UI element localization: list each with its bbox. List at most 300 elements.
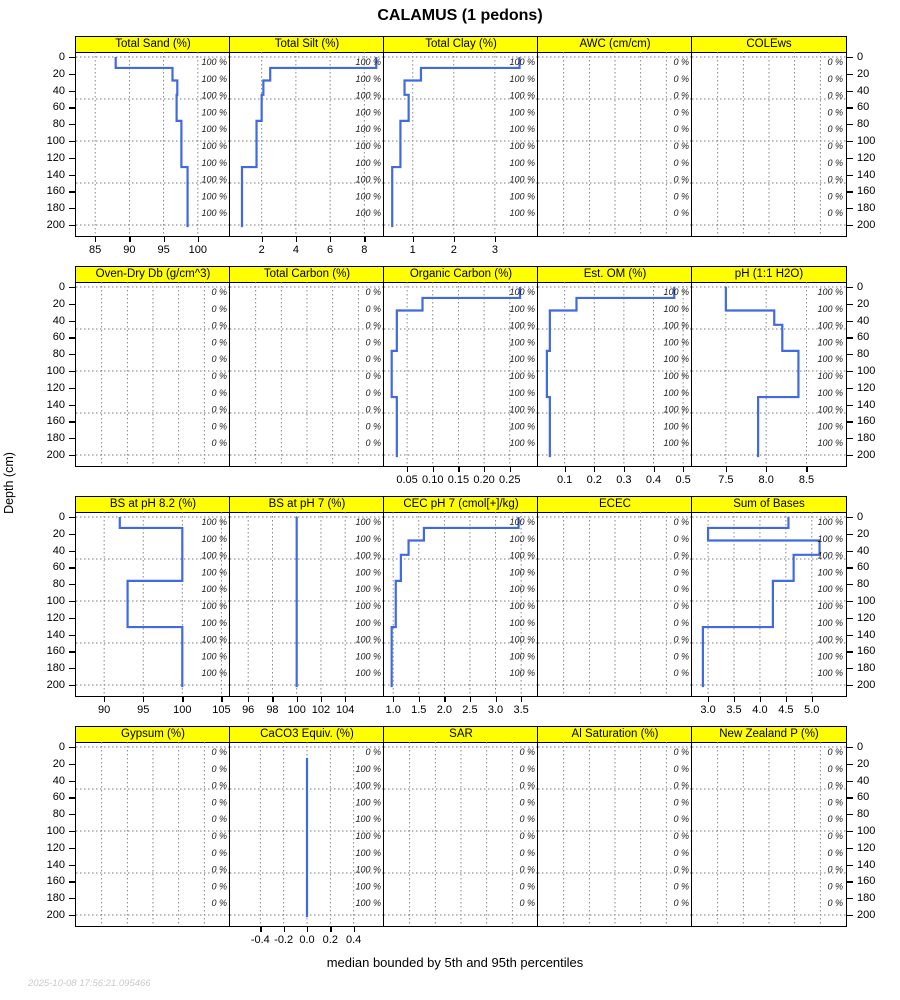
panel-plot-awc bbox=[538, 52, 692, 236]
slab-label: 100 % bbox=[355, 90, 381, 101]
x-tick bbox=[760, 697, 761, 702]
depth-tick-label-left: 100 bbox=[46, 135, 65, 147]
panel-plot-total-silt bbox=[230, 52, 384, 236]
depth-tick-right bbox=[847, 601, 853, 602]
slab-label: 0 % bbox=[519, 881, 535, 892]
depth-tick-right bbox=[847, 685, 853, 686]
slab-label: 100 % bbox=[509, 387, 535, 398]
depth-tick-left bbox=[69, 915, 75, 916]
slab-label: 100 % bbox=[817, 584, 843, 595]
depth-tick-label-right: 100 bbox=[857, 365, 876, 377]
panel-strip-bs-ph82: BS at pH 8.2 (%) bbox=[76, 497, 230, 513]
x-tick bbox=[129, 237, 130, 242]
slab-label: 0 % bbox=[827, 881, 843, 892]
x-tick-label: 105 bbox=[212, 704, 231, 716]
depth-tick-label-left: 120 bbox=[46, 841, 65, 854]
slab-label: 0 % bbox=[673, 533, 689, 544]
slab-label: 0 % bbox=[211, 371, 227, 382]
depth-tick-left bbox=[69, 865, 75, 866]
slab-label: 100 % bbox=[201, 668, 227, 679]
slab-label: 0 % bbox=[211, 387, 227, 398]
depth-tick-right bbox=[847, 814, 853, 815]
slab-label: 0 % bbox=[519, 780, 535, 791]
slab-label: 100 % bbox=[509, 584, 535, 595]
slab-label: 0 % bbox=[673, 550, 689, 561]
slab-label: 100 % bbox=[509, 141, 535, 152]
depth-tick-label-left: 100 bbox=[46, 825, 65, 837]
slab-label: 100 % bbox=[201, 57, 227, 68]
depth-tick-left bbox=[69, 764, 75, 765]
x-tick-label: 96 bbox=[242, 704, 255, 716]
x-tick-label: 90 bbox=[98, 704, 111, 716]
slab-label: 100 % bbox=[201, 617, 227, 628]
slab-label: 100 % bbox=[355, 141, 381, 152]
slab-label: 0 % bbox=[827, 797, 843, 808]
panel-plot-sum-of-bases bbox=[692, 512, 846, 696]
x-tick bbox=[496, 697, 497, 702]
depth-tick-left bbox=[69, 175, 75, 176]
slab-label: 100 % bbox=[663, 337, 689, 348]
x-tick bbox=[786, 697, 787, 702]
slab-label: 100 % bbox=[509, 668, 535, 679]
depth-tick-left bbox=[69, 898, 75, 899]
x-tick-label: 1.0 bbox=[385, 704, 401, 716]
slab-label: 0 % bbox=[365, 303, 381, 314]
slab-label: 0 % bbox=[519, 847, 535, 858]
slab-label: 0 % bbox=[673, 814, 689, 825]
depth-tick-label-left: 100 bbox=[46, 595, 65, 607]
panel-total-silt bbox=[229, 36, 385, 237]
slab-label: 0 % bbox=[673, 157, 689, 168]
slab-label: 100 % bbox=[663, 287, 689, 298]
slab-label: 100 % bbox=[355, 191, 381, 202]
depth-tick-left bbox=[69, 287, 75, 288]
depth-tick-label-left: 140 bbox=[46, 628, 65, 641]
slab-label: 100 % bbox=[817, 601, 843, 612]
slab-label: 100 % bbox=[817, 303, 843, 314]
panel-sar bbox=[383, 726, 539, 927]
slab-label: 0 % bbox=[211, 320, 227, 331]
slab-label: 0 % bbox=[673, 208, 689, 219]
slab-label: 100 % bbox=[355, 847, 381, 858]
slab-label: 0 % bbox=[673, 141, 689, 152]
x-tick bbox=[683, 467, 684, 472]
slab-label: 100 % bbox=[663, 320, 689, 331]
depth-tick-right bbox=[847, 371, 853, 372]
slab-label: 0 % bbox=[673, 763, 689, 774]
depth-tick-left bbox=[69, 74, 75, 75]
x-tick bbox=[419, 697, 420, 702]
depth-tick-label-right: 120 bbox=[857, 151, 876, 164]
panel-plot-oven-dry-db bbox=[76, 282, 230, 466]
depth-tick-label-left: 0 bbox=[58, 511, 65, 523]
x-tick bbox=[260, 927, 261, 932]
depth-tick-right bbox=[847, 668, 853, 669]
x-tick-label: 1.5 bbox=[411, 704, 427, 716]
x-tick-label: 0.3 bbox=[616, 474, 632, 486]
depth-tick-right bbox=[847, 405, 853, 406]
slab-label: 100 % bbox=[663, 354, 689, 365]
panel-sum-of-bases bbox=[691, 496, 847, 697]
depth-tick-label-left: 0 bbox=[58, 51, 65, 63]
x-tick-label: 4 bbox=[292, 244, 299, 256]
depth-tick-label-right: 40 bbox=[857, 84, 870, 97]
slab-label: 100 % bbox=[817, 287, 843, 298]
slab-label: 100 % bbox=[355, 124, 381, 135]
slab-label: 0 % bbox=[365, 337, 381, 348]
slab-label: 100 % bbox=[663, 303, 689, 314]
depth-tick-label-right: 180 bbox=[857, 432, 876, 445]
depth-tick-label-right: 140 bbox=[857, 858, 876, 871]
x-tick bbox=[654, 467, 655, 472]
slab-label: 100 % bbox=[201, 124, 227, 135]
slab-label: 100 % bbox=[509, 550, 535, 561]
depth-tick-right bbox=[847, 584, 853, 585]
x-tick bbox=[454, 237, 455, 242]
slab-label: 100 % bbox=[509, 438, 535, 449]
depth-tick-right bbox=[847, 764, 853, 765]
depth-tick-label-right: 40 bbox=[857, 774, 870, 787]
x-tick-label: 98 bbox=[266, 704, 279, 716]
slab-label: 0 % bbox=[365, 421, 381, 432]
slab-label: 100 % bbox=[817, 320, 843, 331]
slab-label: 0 % bbox=[673, 668, 689, 679]
panel-plot-total-clay bbox=[384, 52, 538, 236]
depth-tick-left bbox=[69, 304, 75, 305]
slab-label: 0 % bbox=[365, 747, 381, 758]
depth-tick-right bbox=[847, 797, 853, 798]
depth-tick-label-right: 80 bbox=[857, 118, 870, 131]
x-tick-label: 8.5 bbox=[798, 474, 815, 486]
slab-label: 0 % bbox=[827, 191, 843, 202]
depth-tick-left bbox=[69, 584, 75, 585]
slab-label: 100 % bbox=[509, 287, 535, 298]
depth-tick-right bbox=[847, 124, 853, 125]
depth-tick-label-left: 160 bbox=[46, 185, 65, 198]
panel-strip-gypsum: Gypsum (%) bbox=[76, 727, 230, 743]
slab-label: 100 % bbox=[355, 780, 381, 791]
x-tick bbox=[484, 467, 485, 472]
depth-tick-label-right: 40 bbox=[857, 314, 870, 327]
x-tick bbox=[248, 697, 249, 702]
depth-tick-label-right: 200 bbox=[857, 219, 876, 231]
x-tick bbox=[413, 237, 414, 242]
x-tick bbox=[198, 237, 199, 242]
slab-label: 0 % bbox=[673, 90, 689, 101]
slab-label: 0 % bbox=[827, 157, 843, 168]
x-tick-label: 3.5 bbox=[726, 704, 742, 716]
x-tick-label: 102 bbox=[311, 704, 331, 716]
panel-awc bbox=[537, 36, 693, 237]
slab-label: 100 % bbox=[201, 90, 227, 101]
slab-label: 100 % bbox=[355, 763, 381, 774]
x-tick-label: 0.0 bbox=[299, 934, 315, 946]
slab-label: 0 % bbox=[211, 847, 227, 858]
slab-label: 0 % bbox=[827, 174, 843, 185]
slab-label: 0 % bbox=[211, 404, 227, 415]
depth-tick-label-left: 140 bbox=[46, 168, 65, 181]
slab-label: 0 % bbox=[519, 814, 535, 825]
depth-tick-left bbox=[69, 337, 75, 338]
x-tick bbox=[726, 467, 727, 472]
depth-tick-label-right: 0 bbox=[857, 281, 864, 293]
panel-cec-ph7 bbox=[383, 496, 539, 697]
panel-strip-al-saturation: Al Saturation (%) bbox=[538, 727, 692, 743]
depth-tick-label-left: 120 bbox=[46, 381, 65, 394]
slab-label: 100 % bbox=[201, 651, 227, 662]
depth-tick-right bbox=[847, 517, 853, 518]
slab-label: 0 % bbox=[827, 73, 843, 84]
x-tick-label: 0.5 bbox=[675, 474, 691, 486]
x-tick bbox=[296, 237, 297, 242]
slab-label: 0 % bbox=[365, 320, 381, 331]
depth-tick-right bbox=[847, 618, 853, 619]
depth-tick-right bbox=[847, 91, 853, 92]
depth-tick-left bbox=[69, 124, 75, 125]
slab-label: 100 % bbox=[355, 584, 381, 595]
slab-label: 100 % bbox=[817, 404, 843, 415]
slab-label: 0 % bbox=[827, 747, 843, 758]
x-tick bbox=[345, 697, 346, 702]
slab-label: 100 % bbox=[663, 421, 689, 432]
depth-tick-right bbox=[847, 831, 853, 832]
depth-tick-left bbox=[69, 685, 75, 686]
panel-caco3-equiv bbox=[229, 726, 385, 927]
depth-tick-label-right: 40 bbox=[857, 544, 870, 557]
depth-tick-label-right: 160 bbox=[857, 185, 876, 198]
depth-tick-label-right: 160 bbox=[857, 875, 876, 888]
x-tick bbox=[766, 467, 767, 472]
slab-label: 0 % bbox=[673, 797, 689, 808]
x-tick bbox=[321, 697, 322, 702]
depth-tick-label-right: 60 bbox=[857, 331, 870, 344]
slab-label: 100 % bbox=[201, 533, 227, 544]
slab-label: 0 % bbox=[673, 617, 689, 628]
depth-tick-label-left: 200 bbox=[46, 909, 65, 921]
slab-label: 0 % bbox=[211, 797, 227, 808]
slab-label: 100 % bbox=[509, 354, 535, 365]
slab-label: 100 % bbox=[355, 517, 381, 528]
depth-tick-right bbox=[847, 915, 853, 916]
panel-total-sand bbox=[75, 36, 231, 237]
panel-plot-sar bbox=[384, 742, 538, 926]
slab-label: 100 % bbox=[355, 831, 381, 842]
slab-label: 0 % bbox=[211, 831, 227, 842]
x-tick-label: 0.4 bbox=[346, 934, 362, 946]
slab-label: 0 % bbox=[519, 763, 535, 774]
depth-tick-left bbox=[69, 371, 75, 372]
depth-tick-label-right: 80 bbox=[857, 578, 870, 591]
slab-label: 100 % bbox=[509, 337, 535, 348]
slab-label: 100 % bbox=[355, 668, 381, 679]
panel-strip-ph-h2o: pH (1:1 H2O) bbox=[692, 267, 846, 283]
depth-tick-left bbox=[69, 618, 75, 619]
x-tick bbox=[272, 697, 273, 702]
slab-label: 0 % bbox=[827, 847, 843, 858]
depth-tick-left bbox=[69, 781, 75, 782]
depth-tick-label-right: 160 bbox=[857, 645, 876, 658]
slab-label: 0 % bbox=[519, 831, 535, 842]
depth-tick-label-left: 80 bbox=[52, 578, 65, 591]
depth-tick-right bbox=[847, 455, 853, 456]
x-tick bbox=[624, 467, 625, 472]
depth-tick-left bbox=[69, 831, 75, 832]
depth-tick-label-left: 60 bbox=[52, 791, 65, 804]
depth-tick-left bbox=[69, 651, 75, 652]
slab-label: 100 % bbox=[201, 174, 227, 185]
depth-tick-right bbox=[847, 551, 853, 552]
panel-strip-organic-carbon: Organic Carbon (%) bbox=[384, 267, 538, 283]
depth-tick-label-right: 120 bbox=[857, 381, 876, 394]
panel-bs-ph7 bbox=[229, 496, 385, 697]
depth-tick-label-left: 40 bbox=[52, 314, 65, 327]
depth-tick-right bbox=[847, 304, 853, 305]
depth-tick-right bbox=[847, 635, 853, 636]
x-tick-label: 95 bbox=[137, 704, 150, 716]
slab-label: 100 % bbox=[355, 57, 381, 68]
panel-plot-ph-h2o bbox=[692, 282, 846, 466]
slab-label: 100 % bbox=[201, 584, 227, 595]
depth-tick-label-left: 80 bbox=[52, 808, 65, 821]
slab-label: 100 % bbox=[201, 208, 227, 219]
slab-label: 0 % bbox=[827, 864, 843, 875]
slab-label: 0 % bbox=[211, 881, 227, 892]
depth-tick-label-right: 200 bbox=[857, 449, 876, 461]
x-tick-label: 4.0 bbox=[752, 704, 768, 716]
depth-tick-right bbox=[847, 175, 853, 176]
x-tick-label: 1 bbox=[409, 244, 416, 256]
depth-tick-right bbox=[847, 74, 853, 75]
depth-tick-label-right: 0 bbox=[857, 511, 864, 523]
depth-tick-right bbox=[847, 158, 853, 159]
x-tick-label: 90 bbox=[123, 244, 136, 256]
depth-tick-label-right: 80 bbox=[857, 348, 870, 361]
slab-label: 100 % bbox=[817, 617, 843, 628]
slab-label: 0 % bbox=[673, 73, 689, 84]
depth-tick-left bbox=[69, 191, 75, 192]
depth-tick-label-left: 20 bbox=[52, 297, 65, 310]
slab-label: 100 % bbox=[509, 371, 535, 382]
x-tick bbox=[284, 927, 285, 932]
slab-label: 100 % bbox=[817, 550, 843, 561]
depth-tick-label-left: 80 bbox=[52, 118, 65, 131]
depth-tick-left bbox=[69, 635, 75, 636]
x-tick bbox=[364, 237, 365, 242]
x-tick-label: 6 bbox=[327, 244, 334, 256]
depth-tick-right bbox=[847, 321, 853, 322]
x-tick-label: -0.2 bbox=[274, 934, 294, 946]
depth-tick-right bbox=[847, 651, 853, 652]
x-tick-label: 3.0 bbox=[487, 704, 504, 716]
slab-label: 100 % bbox=[663, 438, 689, 449]
x-tick-label: 85 bbox=[89, 244, 102, 256]
x-tick-label: 2.0 bbox=[436, 704, 453, 716]
panel-oven-dry-db bbox=[75, 266, 231, 467]
slab-label: 0 % bbox=[673, 601, 689, 612]
panel-plot-al-saturation bbox=[538, 742, 692, 926]
slab-label: 0 % bbox=[365, 371, 381, 382]
slab-label: 100 % bbox=[509, 517, 535, 528]
depth-tick-label-right: 160 bbox=[857, 415, 876, 428]
depth-tick-label-right: 60 bbox=[857, 791, 870, 804]
slab-label: 100 % bbox=[663, 371, 689, 382]
x-tick bbox=[307, 927, 308, 932]
slab-label: 100 % bbox=[355, 634, 381, 645]
slab-label: 100 % bbox=[201, 567, 227, 578]
x-tick bbox=[708, 697, 709, 702]
x-tick bbox=[221, 697, 222, 702]
slab-label: 100 % bbox=[201, 73, 227, 84]
x-tick bbox=[806, 467, 807, 472]
x-tick-label: -0.4 bbox=[250, 934, 270, 946]
depth-tick-right bbox=[847, 865, 853, 866]
depth-tick-left bbox=[69, 107, 75, 108]
slab-label: 0 % bbox=[519, 898, 535, 909]
slab-label: 100 % bbox=[355, 73, 381, 84]
depth-tick-label-left: 120 bbox=[46, 611, 65, 624]
depth-tick-left bbox=[69, 814, 75, 815]
slab-label: 100 % bbox=[817, 668, 843, 679]
depth-tick-right bbox=[847, 567, 853, 568]
slab-label: 100 % bbox=[817, 634, 843, 645]
x-tick-label: 0.25 bbox=[499, 474, 521, 486]
depth-tick-left bbox=[69, 225, 75, 226]
depth-tick-label-right: 0 bbox=[857, 51, 864, 63]
depth-tick-right bbox=[847, 898, 853, 899]
slab-label: 100 % bbox=[509, 57, 535, 68]
depth-tick-label-right: 180 bbox=[857, 662, 876, 675]
depth-tick-label-right: 120 bbox=[857, 611, 876, 624]
slab-label: 100 % bbox=[355, 174, 381, 185]
slab-label: 0 % bbox=[673, 780, 689, 791]
depth-tick-right bbox=[847, 287, 853, 288]
slab-label: 100 % bbox=[355, 533, 381, 544]
panel-gypsum bbox=[75, 726, 231, 927]
slab-label: 100 % bbox=[509, 601, 535, 612]
slab-label: 0 % bbox=[365, 354, 381, 365]
slab-label: 100 % bbox=[509, 533, 535, 544]
x-tick-label: 5.0 bbox=[804, 704, 820, 716]
x-tick-label: 0.2 bbox=[586, 474, 602, 486]
panel-strip-ecec: ECEC bbox=[538, 497, 692, 513]
slab-label: 0 % bbox=[519, 864, 535, 875]
x-tick bbox=[433, 467, 434, 472]
x-tick-label: 4.5 bbox=[778, 704, 794, 716]
slab-label: 100 % bbox=[817, 517, 843, 528]
slab-label: 100 % bbox=[355, 208, 381, 219]
slab-label: 100 % bbox=[509, 404, 535, 415]
x-tick bbox=[354, 927, 355, 932]
slab-label: 100 % bbox=[201, 191, 227, 202]
x-tick-label: 2 bbox=[450, 244, 457, 256]
depth-tick-right bbox=[847, 141, 853, 142]
panel-ph-h2o bbox=[691, 266, 847, 467]
depth-tick-left bbox=[69, 354, 75, 355]
slab-label: 100 % bbox=[355, 157, 381, 168]
slab-label: 0 % bbox=[365, 387, 381, 398]
depth-tick-left bbox=[69, 438, 75, 439]
slab-label: 0 % bbox=[827, 141, 843, 152]
slab-label: 100 % bbox=[509, 617, 535, 628]
slab-label: 100 % bbox=[201, 634, 227, 645]
slab-label: 0 % bbox=[673, 517, 689, 528]
slab-label: 100 % bbox=[817, 567, 843, 578]
x-tick bbox=[393, 697, 394, 702]
slab-label: 0 % bbox=[211, 354, 227, 365]
panel-strip-caco3-equiv: CaCO3 Equiv. (%) bbox=[230, 727, 384, 743]
x-tick bbox=[812, 697, 813, 702]
panel-strip-bs-ph7: BS at pH 7 (%) bbox=[230, 497, 384, 513]
